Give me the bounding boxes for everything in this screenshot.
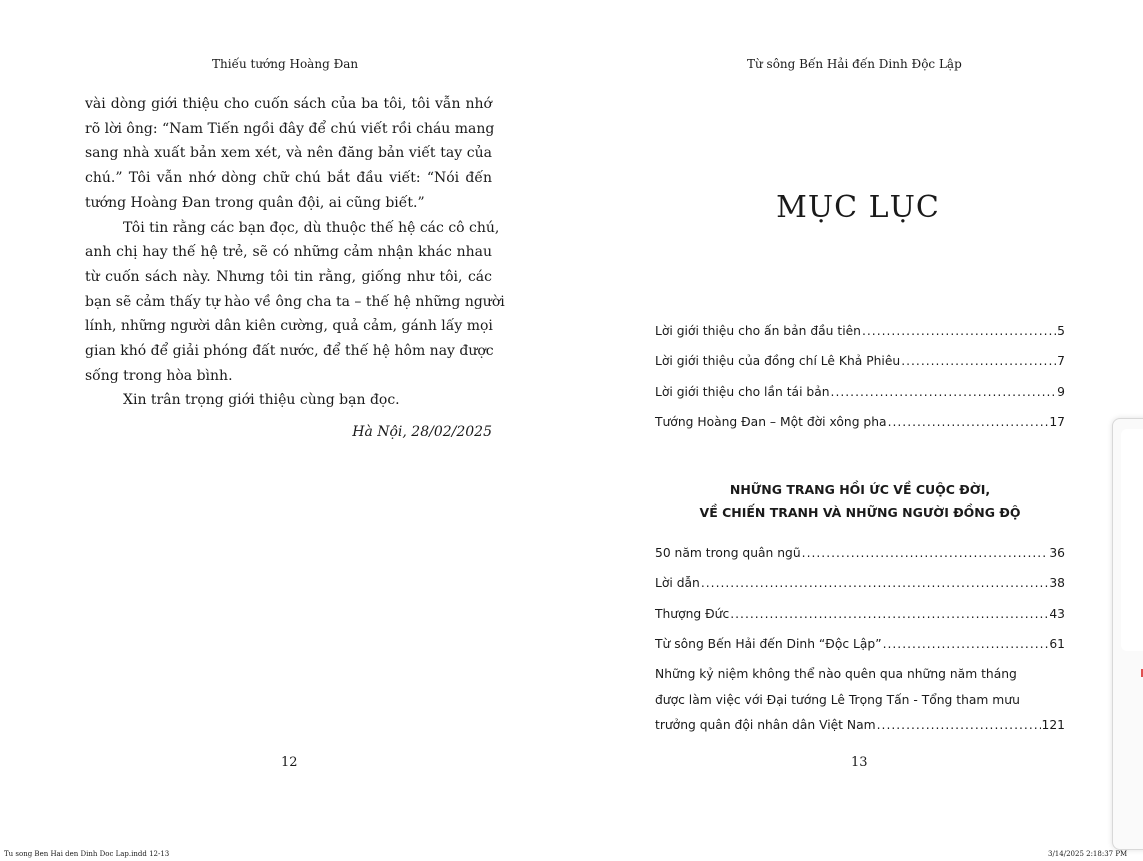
side-panel[interactable] — [1112, 418, 1143, 850]
toc-item-title: Thượng Đức — [655, 606, 730, 621]
signature-place-date: Hà Nội, 28/02/2025 — [352, 424, 492, 440]
text-line: tướng Hoàng Đan trong quân đội, ai cũng biết.” — [85, 194, 425, 211]
toc-item-page: 9 — [1057, 384, 1065, 399]
toc-item — [655, 377, 1065, 407]
running-head-left: Thiếu tướng Hoàng Đan — [212, 57, 359, 71]
text-line: gian khó để giải phóng đất nước, để thế hệ hôm nay được — [85, 343, 494, 360]
toc-leader-dots — [730, 599, 1048, 629]
toc-item — [655, 346, 1065, 376]
section-heading-line: VỀ CHIẾN TRANH VÀ NHỮNG NGƯỜI ĐỒNG ĐỘ — [699, 505, 1021, 520]
page-number-right: 13 — [851, 755, 868, 770]
section-heading-line: NHỮNG TRANG HỒI ỨC VỀ CUỘC ĐỜI, — [729, 482, 991, 497]
toc-item-page: 17 — [1049, 414, 1065, 429]
toc-item-title: 50 năm trong quân ngũ — [655, 546, 801, 560]
toc-leader-dots — [901, 346, 1056, 376]
toc-leader-dots — [802, 538, 1049, 568]
toc-leader-dots — [701, 568, 1049, 598]
text-line: lính, những người dân kiên cường, quả cảm, gánh lấy mọi — [85, 318, 493, 335]
toc-leader-dots — [877, 713, 1041, 739]
toc-leader-dots — [883, 629, 1049, 659]
text-line: sang nhà xuất bản xem xét, và nên đăng bản viết tay của — [85, 145, 492, 162]
slug-file-info: Tu song Ben Hai den Dinh Doc Lap.indd 12-13 — [4, 850, 170, 858]
body-text — [85, 92, 505, 413]
toc-leader-dots — [831, 377, 1057, 407]
toc-item-title: Từ sông Bến Hải đến Dinh “Độc Lập” — [655, 636, 882, 651]
toc-item — [655, 316, 1065, 346]
toc-item-page: 7 — [1057, 354, 1065, 369]
toc-item-multiline — [655, 662, 1065, 739]
side-panel-content — [1121, 429, 1143, 651]
running-head-right: Từ sông Bến Hải đến Dinh Độc Lập — [747, 57, 962, 71]
toc-item — [655, 538, 1065, 568]
toc-item-page: 43 — [1049, 606, 1065, 621]
text-line: Xin trân trọng giới thiệu cùng bạn đọc. — [123, 392, 400, 409]
toc-item — [655, 629, 1065, 659]
toc-item-title: Lời giới thiệu của đồng chí Lê Khả Phiêu — [655, 354, 901, 369]
text-line: chú.” Tôi vẫn nhớ dòng chữ chú bắt đầu viết: “Nói đến — [85, 170, 492, 187]
toc-intro-list — [655, 316, 1065, 437]
toc-item-title-line: được làm việc với Đại tướng Lê Trọng Tấn - Tổng tham mưu — [655, 692, 1020, 707]
toc-item-page: 121 — [1041, 718, 1065, 733]
toc-title: MỤC LỤC — [776, 190, 940, 225]
toc-item — [655, 599, 1065, 629]
slug-timestamp: 3/14/2025 2:18:37 PM — [1048, 850, 1128, 858]
right-page — [580, 0, 1143, 861]
toc-item-title: Lời giới thiệu cho ấn bản đầu tiên — [655, 324, 861, 338]
toc-item-title-line: Những kỷ niệm không thể nào quên qua những năm tháng — [655, 667, 1017, 682]
toc-item-page: 5 — [1057, 324, 1065, 338]
toc-leader-dots — [862, 316, 1056, 346]
text-line: từ cuốn sách này. Nhưng tôi tin rằng, giống như tôi, các — [85, 268, 492, 285]
toc-section-list — [655, 538, 1065, 739]
toc-item-page: 38 — [1049, 576, 1065, 591]
text-line: Tôi tin rằng các bạn đọc, dù thuộc thế hệ các cô chú, — [123, 219, 500, 236]
toc-item-title: Lời dẫn — [655, 576, 700, 591]
text-line: sống trong hòa bình. — [85, 367, 233, 384]
text-line: rõ lời ông: “Nam Tiến ngồi đây để chú viết rồi cháu mang — [85, 120, 495, 137]
toc-item-title-line: trưởng quân đội nhân dân Việt Nam — [655, 718, 876, 733]
toc-item-title: Tướng Hoàng Đan – Một đời xông pha — [655, 414, 887, 429]
toc-item-page: 36 — [1049, 546, 1065, 560]
page-number-left: 12 — [281, 755, 298, 770]
toc-item-last-line — [655, 713, 1065, 739]
toc-leader-dots — [888, 407, 1049, 437]
toc-item — [655, 407, 1065, 437]
text-line: anh chị hay thế hệ trẻ, sẽ có những cảm nhận khác nhau — [85, 244, 492, 261]
toc-item-page: 61 — [1049, 636, 1065, 651]
section-heading — [655, 478, 1065, 524]
toc-item — [655, 568, 1065, 598]
toc-item-title: Lời giới thiệu cho lần tái bản — [655, 384, 830, 399]
text-line: bạn sẽ cảm thấy tự hào về ông cha ta – thế hệ những người — [85, 293, 505, 310]
text-line: vài dòng giới thiệu cho cuốn sách của ba tôi, tôi vẫn nhớ — [85, 96, 492, 112]
